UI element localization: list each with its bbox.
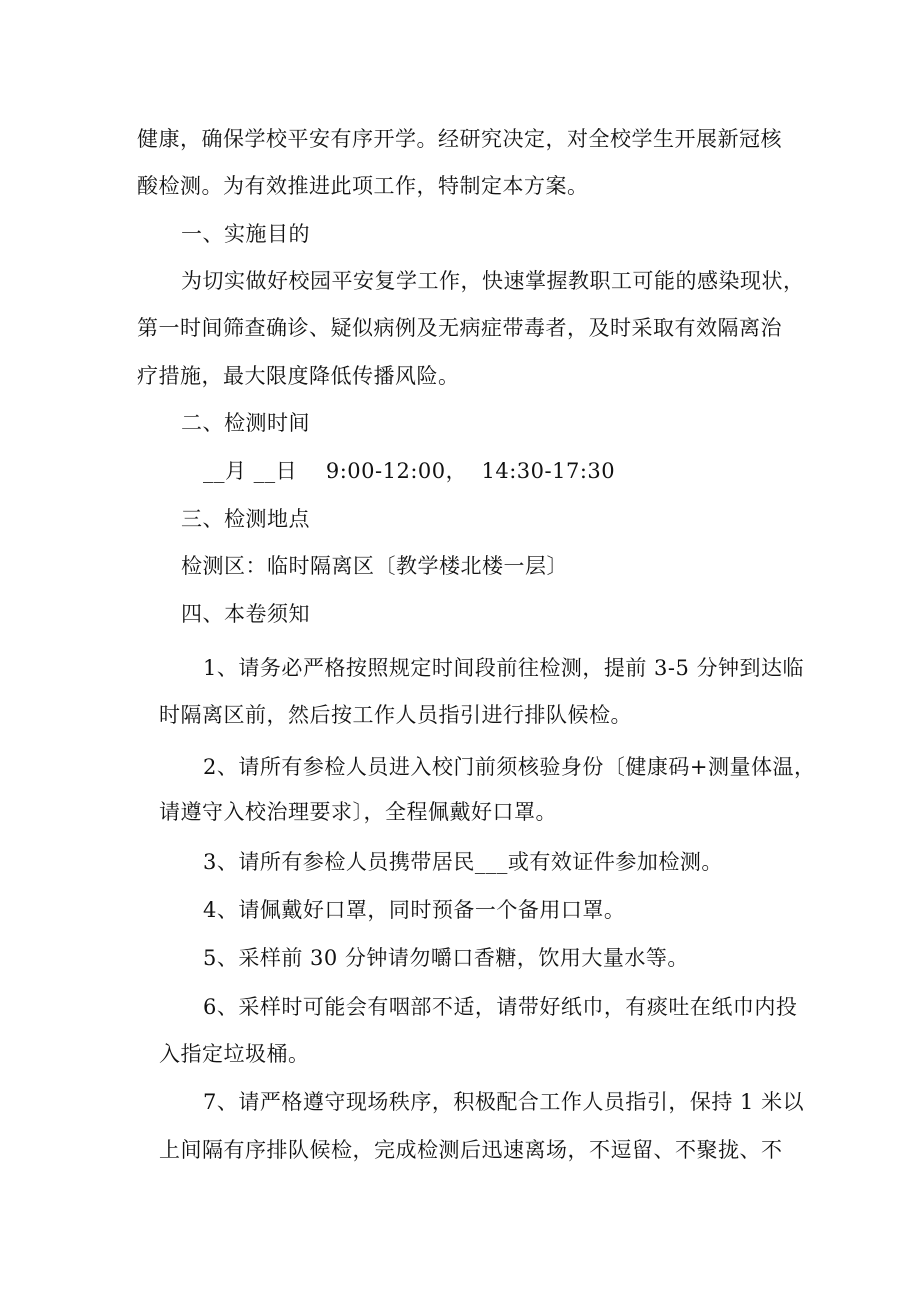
list-item: 4、请佩戴好口罩，同时预备一个备用口罩。 [203,898,626,922]
text-line: 健康，确保学校平安有序开学。经研究决定，对全校学生开展新冠核 [137,127,782,151]
list-item: 2、请所有参检人员进入校门前须核验身份〔健康码+测量体温， [203,755,816,779]
list-item: 7、请严格遵守现场秩序，积极配合工作人员指引，保持 1 米以 [203,1090,805,1114]
text-line: 入指定垃圾桶。 [159,1042,310,1066]
section-heading: 三、检测地点 [181,507,310,531]
text-line: 第一时间筛查确诊、疑似病例及无病症带毒者，及时采取有效隔离治 [137,316,782,340]
section-heading: 四、本卷须知 [181,602,310,626]
section-heading: 一、实施目的 [181,222,310,246]
text-line: 请遵守入校治理要求〕，全程佩戴好口罩。 [159,800,557,824]
list-item: 6、采样时可能会有咽部不适，请带好纸巾，有痰吐在纸巾内投 [203,995,798,1019]
text-line: 酸检测。为有效推进此项工作，特制定本方案。 [137,174,589,198]
text-line: __月 __日 9:00-12:00， 14:30-17:30 [203,459,616,483]
list-item: 5、采样前 30 分钟请勿嚼口香糖，饮用大量水等。 [203,946,689,970]
list-item: 1、请务必严格按照规定时间段前往检测，提前 3-5 分钟到达临 [203,656,805,680]
text-line: 为切实做好校园平安复学工作，快速掌握教职工可能的感染现状， [181,269,805,293]
list-item: 3、请所有参检人员携带居民___或有效证件参加检测。 [203,850,723,874]
text-line: 检测区：临时隔离区〔教学楼北楼一层〕 [181,554,568,578]
text-line: 上间隔有序排队候检，完成检测后迅速离场，不逗留、不聚拢、不 [159,1138,783,1162]
text-line: 时隔离区前，然后按工作人员指引进行排队候检。 [159,703,632,727]
text-line: 疗措施，最大限度降低传播风险。 [137,364,460,388]
section-heading: 二、检测时间 [181,411,310,435]
